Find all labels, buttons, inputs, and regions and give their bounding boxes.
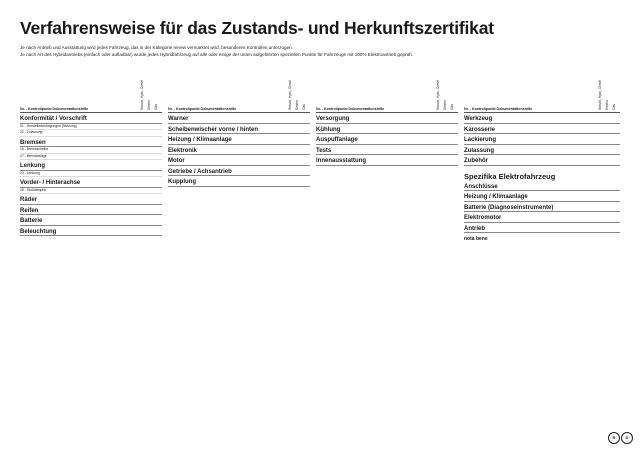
mark-column-header: Gas	[154, 104, 158, 110]
section-heading: Heizung / Klimaanlage	[168, 137, 310, 145]
section-heading: Innenausstattung	[316, 158, 458, 166]
page-title: Verfahrensweise für das Zustands- und Herkunftszertifikat	[20, 18, 494, 38]
section-heading: Heizung / Klimaanlage	[464, 194, 620, 202]
section-heading: Batterie (Diagnoseinstrumente)	[464, 205, 620, 213]
checklist-row	[20, 171, 162, 178]
section-title-ev: Spezifika Elektrofahrzeug	[464, 171, 556, 181]
mark-column-header: Gas	[302, 104, 306, 110]
section-heading: Zulassung	[464, 148, 620, 156]
section-heading: Auspuffanlage	[316, 137, 458, 145]
intro-line: Je nach Art des Hybridantriebs (einfach oder aufladbar) wurde jedes Hybridfahrzeug auf alle oder einige der unten aufgeführten speziellen Punkte für Fahrzeuge mit 100% Elektroantrieb geprüft.	[20, 52, 413, 57]
checklist-row	[20, 154, 162, 161]
section-heading: Scheibenwischer vorne / hinten	[168, 127, 310, 135]
column-header-label: Nr. - Kontrollpunkt Dokumentationshilfe	[316, 107, 385, 111]
checklist-row	[20, 188, 162, 195]
section-heading: Kupplung	[168, 179, 310, 187]
section-heading: Tests	[316, 148, 458, 156]
mark-column-header: Elektro	[605, 100, 609, 110]
checklist-column	[168, 80, 310, 187]
column-header-label: Nr. - Kontrollpunkt Dokumentationshilfe	[168, 107, 237, 111]
column-header	[168, 80, 310, 113]
column-header	[464, 80, 620, 113]
section-heading: Bremsen	[20, 140, 162, 148]
mark-column-header: Elektro	[443, 100, 447, 110]
item-label: 23 - Lenkung	[20, 170, 40, 175]
intro-text	[20, 44, 620, 58]
column-header-label: Nr. - Kontrollpunkt Dokumentationshilfe	[20, 107, 89, 111]
section-heading: Getriebe / Achsantrieb	[168, 169, 310, 177]
mark-column-header: Benzin, Hybr., Diesel	[598, 80, 602, 110]
mark-column-header: Elektro	[147, 100, 151, 110]
section-heading: Reifen	[20, 208, 162, 216]
item-label: 16 - Bremsscheibe	[20, 147, 49, 151]
logo-renault: R	[608, 432, 620, 444]
column-header-label: Nr. - Kontrollpunkt Dokumentationshilfe	[464, 107, 533, 111]
column-header	[316, 80, 458, 113]
section-heading: Kühlung	[316, 127, 458, 135]
section-heading: Lenkung	[20, 163, 162, 171]
section-heading: Werkzeug	[464, 116, 620, 124]
column-header	[20, 80, 162, 113]
mark-column-header: Gas	[450, 104, 454, 110]
checklist-column	[316, 80, 458, 166]
mark-column-header: Benzin, Hybr., Diesel	[288, 80, 292, 110]
section-heading: Vorder- / Hinterachse	[20, 180, 162, 188]
section-heading: Zubehör	[464, 158, 620, 166]
section-heading: Lackierung	[464, 137, 620, 145]
section-heading: Antrieb	[464, 226, 620, 234]
mark-column-header: Benzin, Hybr., Diesel	[140, 80, 144, 110]
checklist-column	[464, 80, 620, 242]
item-label: 02 - Zulassung	[20, 130, 43, 134]
item-label: 28 - Stoßdämpfer	[20, 187, 47, 192]
section-heading: Beleuchtung	[20, 229, 162, 237]
mark-column-header: Benzin, Hybr., Diesel	[436, 80, 440, 110]
section-heading: Räder	[20, 197, 162, 205]
notes-title: nota bene	[464, 236, 488, 242]
checklist-column	[20, 80, 162, 236]
checklist-row	[20, 130, 162, 137]
notes-block	[464, 237, 620, 242]
section-heading: Batterie	[20, 218, 162, 226]
section-heading: Anschlüsse	[464, 184, 620, 192]
section-heading: Warner	[168, 116, 310, 124]
section-heading: Versorgung	[316, 116, 458, 124]
section-heading: Konformität / Vorschrift	[20, 116, 162, 124]
mark-column-header: Gas	[612, 104, 616, 110]
section-heading: Motor	[168, 158, 310, 166]
section-heading: Elektronik	[168, 148, 310, 156]
section-heading: Karosserie	[464, 127, 620, 135]
mark-column-header: Elektro	[295, 100, 299, 110]
section-heading: Elektromotor	[464, 215, 620, 223]
item-label: 17 - Bremsbeläge	[20, 153, 47, 158]
item-label: 01 - Herstellerbedingungen (Nutzung)	[20, 123, 77, 128]
logo-dacia: D	[621, 432, 633, 444]
intro-line: Je nach Antrieb und Ausstattung wird jedes Fahrzeug, das in der Kategorie renew vermarktet wird, besonderen Kontrollen unterzogen.	[20, 45, 293, 50]
